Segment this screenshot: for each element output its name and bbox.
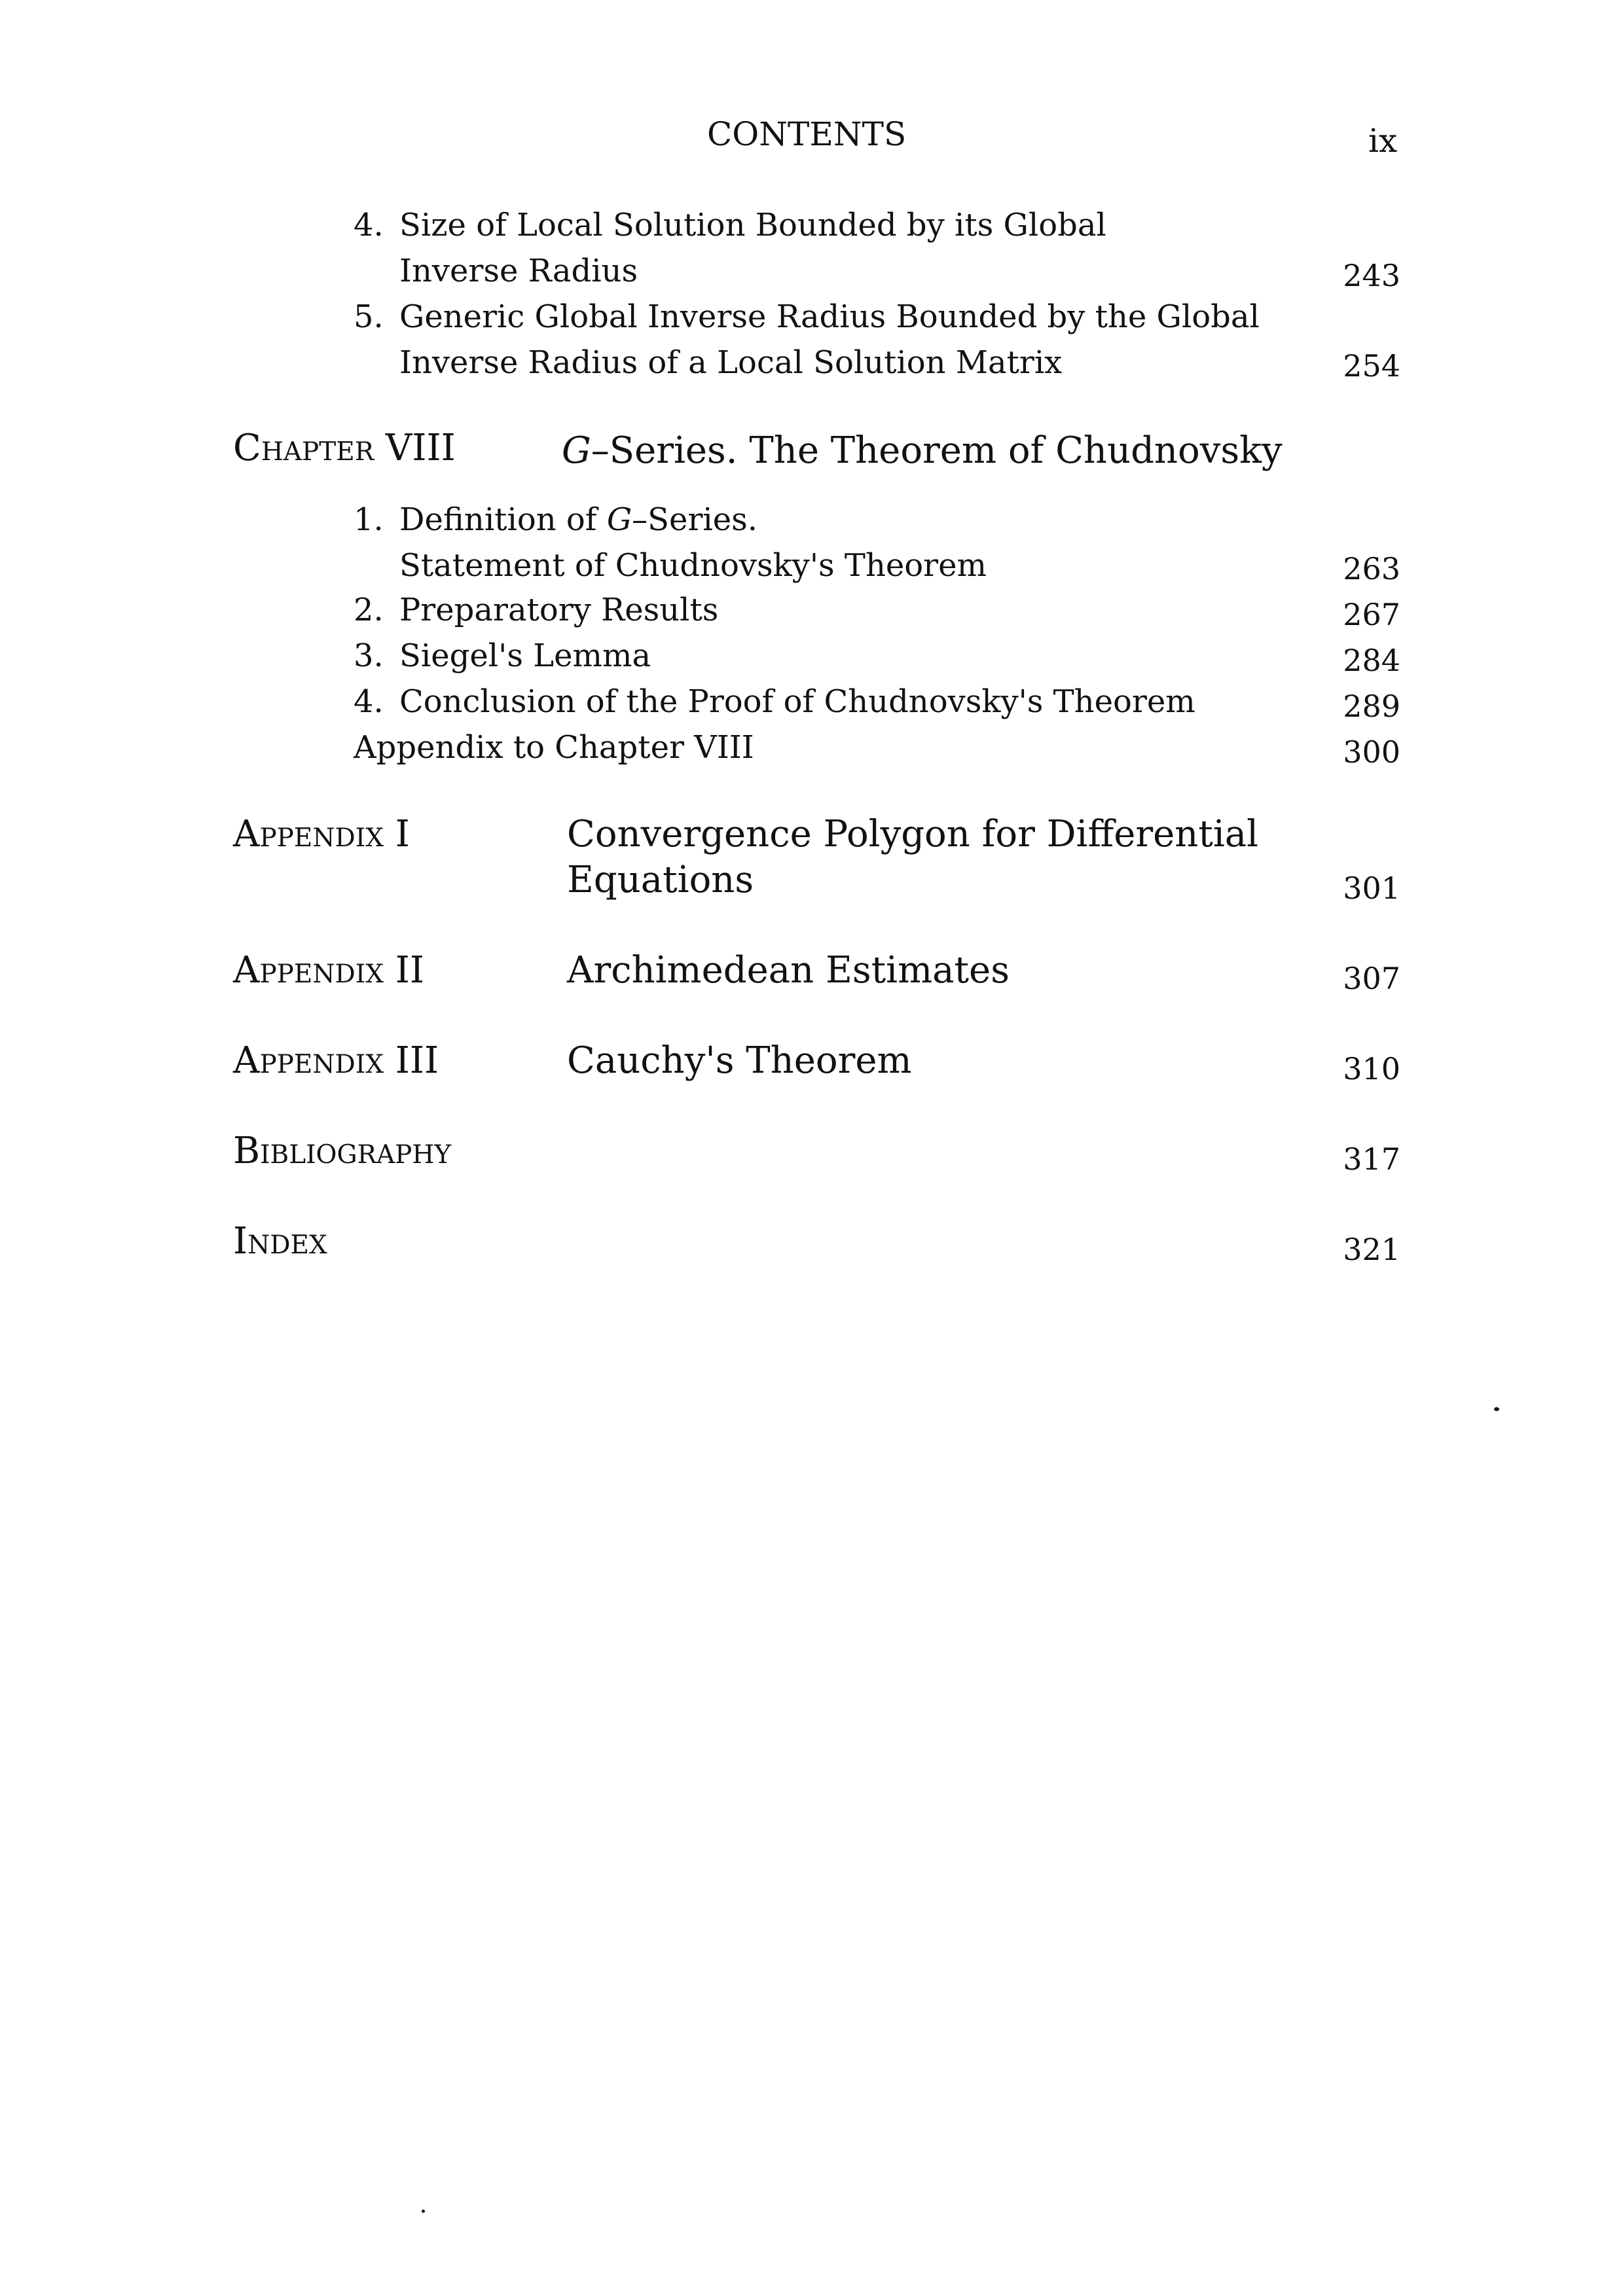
scan-speck xyxy=(1494,1407,1499,1411)
toc-entry-cont: Statement of Chudnovsky's Theorem xyxy=(399,547,987,584)
toc-entry: 4. Conclusion of the Proof of Chudnovsky's Theorem xyxy=(354,683,1195,720)
toc-entry-cont: Inverse Radius xyxy=(399,253,638,289)
scan-speck xyxy=(422,2210,425,2213)
toc-page-number: 267 xyxy=(1343,597,1400,632)
toc-page-number: 301 xyxy=(1343,870,1400,906)
toc-page-number: 243 xyxy=(1343,258,1400,293)
appendix-title: Cauchy's Theorem xyxy=(567,1039,912,1082)
chapter-label: Chapter VIII xyxy=(233,427,456,469)
page-number: ix xyxy=(1368,122,1398,160)
appendix-label: Appendix I xyxy=(233,813,410,855)
appendix-title-cont: Equations xyxy=(567,859,754,901)
toc-entry: 4. Size of Local Solution Bounded by its Global xyxy=(354,207,1106,243)
appendix-label: Appendix II xyxy=(233,949,424,992)
appendix-label: Appendix III xyxy=(233,1039,439,1082)
toc-entry: 2. Preparatory Results xyxy=(354,592,719,628)
appendix-title: Archimedean Estimates xyxy=(567,949,1010,992)
toc-entry: 1. Definition of G–Series. xyxy=(354,501,758,538)
page-title: CONTENTS xyxy=(707,115,907,153)
toc-entry: 3. Siegel's Lemma xyxy=(354,637,651,674)
toc-page-number: 307 xyxy=(1343,961,1400,996)
toc-page-number: 284 xyxy=(1343,643,1400,678)
toc-page-number: 289 xyxy=(1343,689,1400,724)
toc-entry: 5. Generic Global Inverse Radius Bounded by the Global xyxy=(354,298,1260,335)
toc-page-number: 300 xyxy=(1343,734,1400,770)
index-label: Index xyxy=(233,1220,327,1263)
toc-page-number: 317 xyxy=(1343,1141,1400,1177)
bibliography-label: Bibliography xyxy=(233,1130,452,1172)
toc-page-number: 254 xyxy=(1343,348,1400,384)
toc-page-number: 321 xyxy=(1343,1232,1400,1267)
chapter-title: G–Series. The Theorem of Chudnovsky xyxy=(562,429,1283,472)
toc-page-number: 310 xyxy=(1343,1051,1400,1086)
toc-appendix-entry: Appendix to Chapter VIII xyxy=(354,729,754,766)
appendix-title: Convergence Polygon for Differential xyxy=(567,813,1259,855)
toc-page-number: 263 xyxy=(1343,551,1400,586)
toc-entry-cont: Inverse Radius of a Local Solution Matrix xyxy=(399,344,1063,381)
